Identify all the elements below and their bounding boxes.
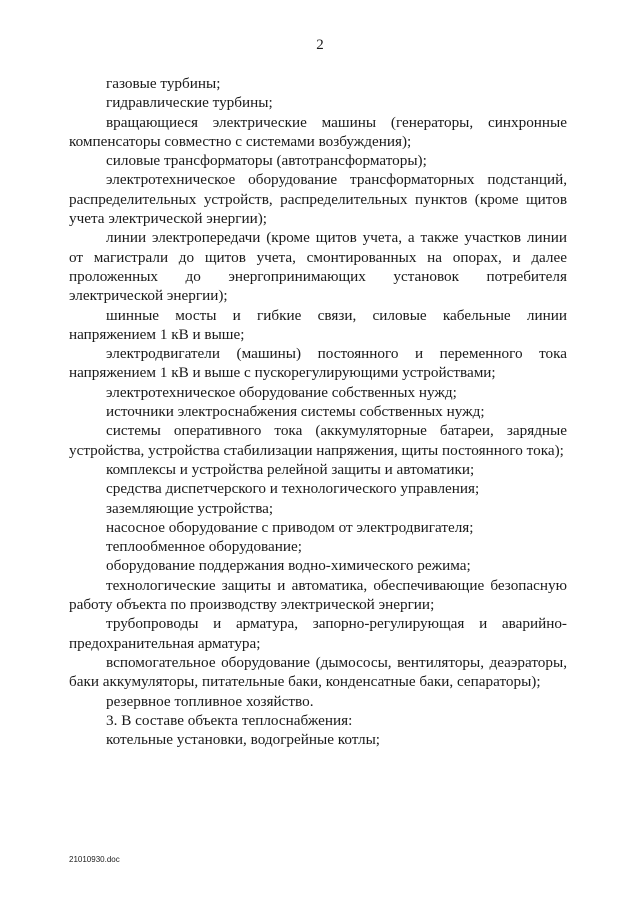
paragraph: котельные установки, водогрейные котлы; — [106, 731, 381, 749]
paragraph: вращающиеся электрические машины (генераторы, синхронные компенсаторы совместно с системами возбуждения); — [69, 113, 567, 150]
paragraph: средства диспетчерского и технологического управления; — [106, 480, 480, 498]
paragraph: резервное топливное хозяйство. — [106, 692, 314, 710]
paragraph: силовые трансформаторы (автотрансформаторы); — [106, 152, 427, 170]
paragraph: оборудование поддержания водно-химического режима; — [106, 557, 471, 575]
footer-filename: 21010930.doc — [69, 855, 120, 864]
paragraph: электротехническое оборудование собственных нужд; — [106, 383, 457, 401]
paragraph: системы оперативного тока (аккумуляторные батареи, зарядные устройства, устройства стабилизации напряжения, щиты постоянного тока); — [69, 422, 567, 459]
paragraph: комплексы и устройства релейной защиты и автоматики; — [106, 460, 475, 478]
paragraph: технологические защиты и автоматика, обеспечивающие безопасную работу объекта по производству электрической энергии; — [69, 576, 567, 614]
paragraph: вспомогательное оборудование (дымососы, вентиляторы, деаэраторы, баки аккумуляторы, питательные баки, конденсатные баки, сепараторы); — [69, 653, 567, 691]
paragraph: линии электропередачи (кроме щитов учета, а также участков линии от магистрали до щитов учета, смонтированных на опорах, и далее проложенных до энергопринимающих установок потребителя электрической энергии); — [69, 229, 567, 305]
paragraph: гидравлические турбины; — [106, 94, 273, 112]
paragraph: шинные мосты и гибкие связи, силовые кабельные линии напряжением 1 кВ и выше; — [69, 306, 567, 343]
paragraph: теплообменное оборудование; — [106, 538, 302, 556]
section-heading: 3. В составе объекта теплоснабжения: — [106, 711, 353, 729]
paragraph: газовые турбины; — [106, 75, 221, 92]
page-number: 2 — [316, 37, 324, 53]
paragraph: электродвигатели (машины) постоянного и переменного тока напряжением 1 кВ и выше с пускорегулирующими устройствами; — [69, 345, 567, 382]
paragraph: электротехническое оборудование трансформаторных подстанций, распределительных устройств, распределительных пунктов (кроме щитов учета электрической энергии); — [69, 171, 567, 228]
paragraph: насосное оборудование с приводом от электродвигателя; — [106, 518, 474, 536]
paragraph: заземляющие устройства; — [106, 499, 274, 517]
paragraph: источники электроснабжения системы собственных нужд; — [106, 403, 485, 421]
document-body — [69, 74, 567, 749]
paragraph: трубопроводы и арматура, запорно-регулирующая и аварийно-предохранительная арматура; — [69, 615, 567, 652]
